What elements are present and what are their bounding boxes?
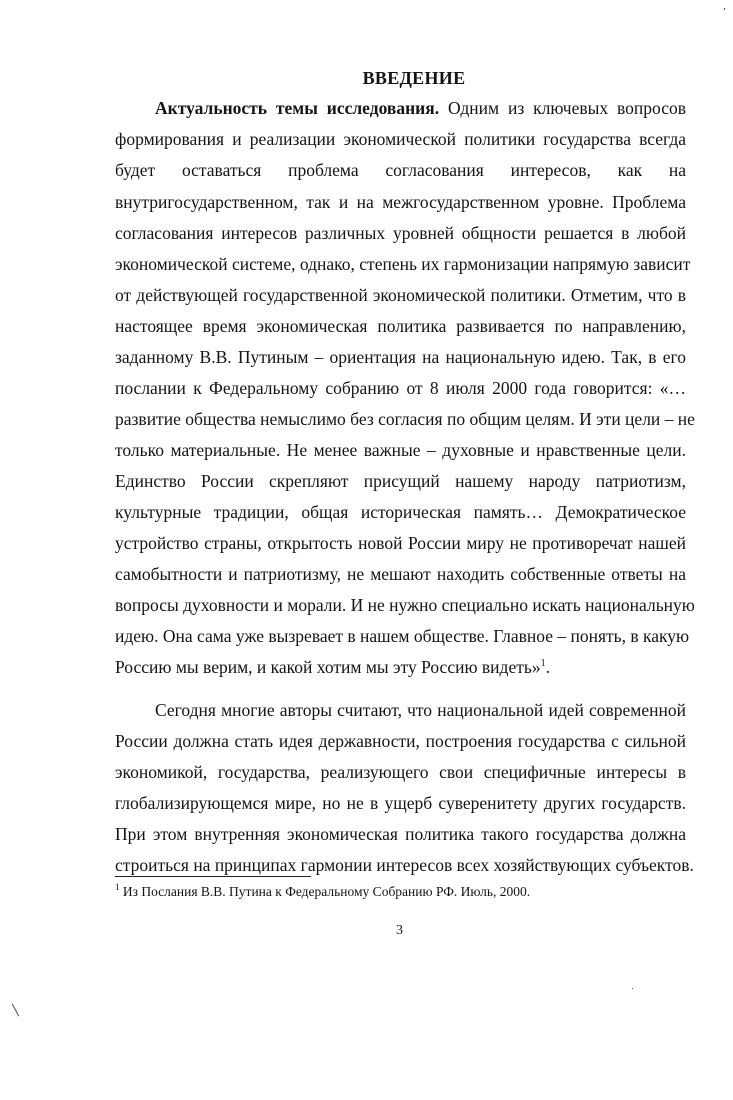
paragraph1-line-5: согласования интересов различных уровней общности решается в любой bbox=[115, 223, 686, 243]
scan-speck bbox=[724, 8, 725, 10]
paragraph1-line-10: послании к Федеральному собранию от 8 июля 2000 года говорится: «… bbox=[115, 378, 686, 398]
paragraph1-line-15: устройство страны, открытость новой России миру не противоречат нашей bbox=[115, 533, 686, 553]
paragraph2-line-2: России должна стать идея державности, построения государства с сильной bbox=[115, 731, 686, 751]
paragraph1-line-11: развитие общества немыслимо без согласия по общим целям. И эти цели – не bbox=[115, 409, 695, 429]
paragraph1-line-4: внутригосударственном, так и на межгосударственном уровне. Проблема bbox=[115, 192, 686, 212]
paragraph1-line-3: будет оставаться проблема согласования интересов, как на bbox=[115, 160, 686, 180]
paragraph1-line-1: Актуальность темы исследования. Одним из ключевых вопросов bbox=[155, 98, 687, 118]
page-number: 3 bbox=[396, 923, 403, 938]
footnote-reference[interactable]: 1 bbox=[540, 658, 546, 669]
paragraph2-line-4: глобализирующемся мире, но не в ущерб суверенитету других государств. bbox=[115, 793, 686, 813]
scan-stroke bbox=[12, 1004, 19, 1017]
footnote-marker: 1 bbox=[115, 882, 120, 892]
paragraph2-line-5: При этом внутренняя экономическая политика такого государства должна bbox=[115, 824, 686, 844]
paragraph1-line-18: идею. Она сама уже вызревает в нашем обществе. Главное – понять, в какую bbox=[115, 626, 690, 646]
paragraph1-line-7: от действующей государственной экономической политики. Отметим, что в bbox=[115, 285, 686, 305]
paragraph2-line-6: строиться на принципах гармонии интересов всех хозяйствующих субъектов. bbox=[115, 855, 694, 875]
paragraph1-line-14: культурные традиции, общая историческая память… Демократическое bbox=[115, 502, 686, 522]
paragraph1-lead: Актуальность темы исследования. bbox=[155, 98, 440, 118]
paragraph1-line-19: Россию мы верим, и какой хотим мы эту Россию видеть»$^1$. bbox=[115, 657, 550, 677]
paragraph1-line-16: самобытности и патриотизму, не мешают находить собственные ответы на bbox=[115, 564, 686, 584]
paragraph1-line-8: настоящее время экономическая политика развивается по направлению, bbox=[115, 316, 686, 336]
paragraph2-line-1: Сегодня многие авторы считают, что национальной идей современной bbox=[155, 700, 686, 720]
paragraph1-line-13: Единство России скрепляют присущий нашему народу патриотизм, bbox=[115, 471, 686, 491]
page-title: ВВЕДЕНИЕ bbox=[362, 68, 466, 88]
paragraph2-line-3: экономикой, государства, реализующего свои специфичные интересы в bbox=[115, 762, 686, 782]
footnote bbox=[115, 884, 530, 900]
paragraph1-line-12: только материальные. Не менее важные – духовные и нравственные цели. bbox=[115, 440, 686, 460]
paragraph1-line-9: заданному В.В. Путиным – ориентация на национальную идею. Так, в его bbox=[115, 347, 686, 367]
footnote-text: Из Послания В.В. Путина к Федеральному Собранию РФ. Июль, 2000. bbox=[122, 884, 531, 899]
paragraph1-line-17: вопросы духовности и морали. И не нужно специально искать национальную bbox=[115, 595, 695, 615]
paragraph1-line-2: формирования и реализации экономической политики государства всегда bbox=[115, 129, 686, 149]
footnote-separator bbox=[115, 876, 311, 877]
scan-speck bbox=[632, 988, 633, 989]
paragraph1-line-6: экономической системе, однако, степень их гармонизации напрямую зависит bbox=[115, 254, 691, 274]
